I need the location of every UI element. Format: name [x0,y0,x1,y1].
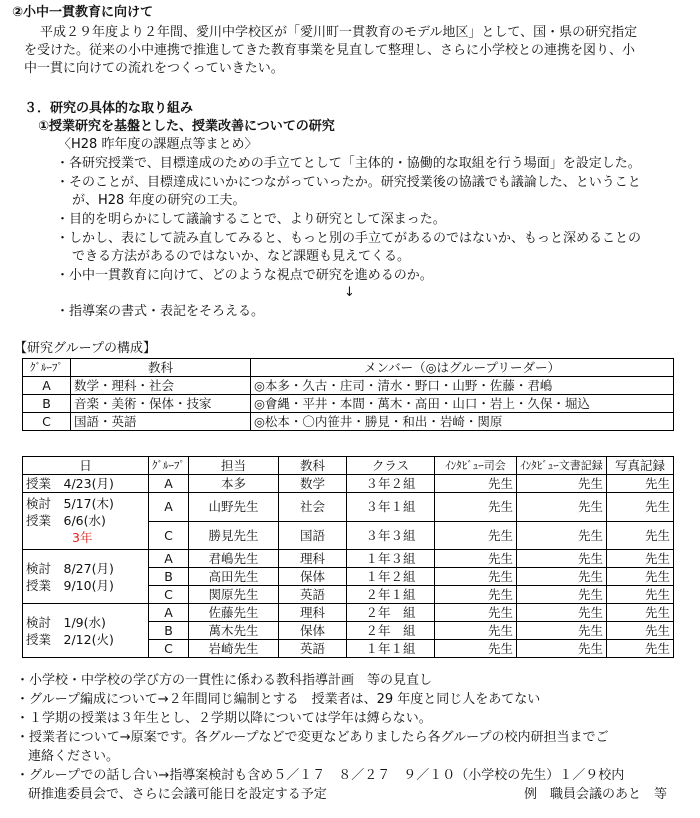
note: ・１学期の授業は３年生とし、２学期以降については学年は縛らない。 [16,711,432,726]
note-continuation: 連絡ください。 [28,749,120,764]
class-cell: ３年３組 [347,521,435,550]
group-id: C [23,413,71,431]
header-interview-record: ｲﾝﾀﾋﾞｭｰ文書記録 [517,457,607,475]
photo-cell: 先生 [607,493,674,522]
interview-host-cell: 先生 [435,604,517,622]
header-teacher: 担当 [189,457,279,475]
class-cell: １年３組 [347,550,435,568]
subject-cell: 保体 [279,622,347,640]
teacher-cell: 萬木先生 [189,622,279,640]
photo-cell: 先生 [607,475,674,493]
subject-cell: 社会 [279,493,347,522]
table-row [23,550,674,568]
note-tail: 例 職員会議のあと 等 [524,787,668,802]
section3-note: 〈H28 昨年度の課題点等まとめ〉 [58,137,258,152]
group-id: A [23,377,71,395]
interview-record-cell: 先生 [517,622,607,640]
lesson-date: 授業 9/10(月) [26,577,114,593]
down-arrow-icon: ↓ [344,285,355,300]
bullet: ・指導案の書式・表記をそろえる。 [56,304,265,319]
group-cell: C [149,521,189,550]
note-continuation: 研推進委員会で、さらに会議可能日を設定する予定 [28,787,327,802]
group-subjects: 国語・英語 [71,413,251,431]
interview-record-cell: 先生 [517,586,607,604]
bullet-continuation: が、H28 年度の研究の工夫。 [72,193,246,208]
group-members: ◎本多・久古・庄司・清水・野口・山野・佐藤・君嶋 [251,377,674,395]
header-interview-host: ｲﾝﾀﾋﾞｭｰ司会 [435,457,517,475]
date-cell: 授業 4/23(月) [23,475,149,493]
bullet: ・そのことが、目標達成にいかにつながっていったか。研究授業後の協議でも議論した、ということ [56,175,641,190]
header-photo: 写真記録 [607,457,674,475]
header-class: クラス [347,457,435,475]
group-cell: A [149,475,189,493]
date-cell [23,604,149,658]
class-cell: ２年１組 [347,586,435,604]
interview-record-cell: 先生 [517,521,607,550]
note: ・グループでの話し合い→指導案検討も含め５／１７ ８／２７ ９／１０（小学校の先生）１／９校内 [16,768,625,783]
section2-para-line1: 平成２９年度より２年間、愛川中学校区が「愛川町一貫教育のモデル地区」として、国・県の研究指定 [40,25,638,40]
group-members: ◎會縄・平井・本間・萬木・高田・山口・岩上・久保・堀込 [251,395,674,413]
table-row [23,413,674,431]
header-group: ｸﾞﾙｰﾌﾟ [23,359,71,377]
groups-table [22,358,674,431]
header-group: ｸﾞﾙｰﾌﾟ [149,457,189,475]
note: ・小学校・中学校の学び方の一貫性に係わる教科指導計画 等の見直し [16,673,433,688]
interview-host-cell: 先生 [435,622,517,640]
interview-record-cell: 先生 [517,550,607,568]
group-cell: B [149,622,189,640]
review-date: 検討 5/17(木) [26,496,114,511]
header-members: メンバー（◎はグループリーダー） [251,359,674,377]
subject-cell: 英語 [279,640,347,658]
teacher-cell: 関原先生 [189,586,279,604]
interview-host-cell: 先生 [435,586,517,604]
photo-cell: 先生 [607,586,674,604]
interview-host-cell: 先生 [435,568,517,586]
class-cell: ３年２組 [347,475,435,493]
note: ・グループ編成について→２年間同じ編制とする 授業者は、29 年度と同じ人をあてない [16,692,541,707]
photo-cell: 先生 [607,604,674,622]
interview-host-cell: 先生 [435,475,517,493]
section2-para-line3: 中一貫に向けての流れをつくっていきたい。 [24,61,284,76]
note: ・授業者について→原案です。各グループなどで変更などありましたら各グループの校内研担当までご [16,730,609,745]
photo-cell: 先生 [607,568,674,586]
interview-record-cell: 先生 [517,475,607,493]
group-cell: A [149,604,189,622]
interview-host-cell: 先生 [435,640,517,658]
section3-heading: ３．研究の具体的な取り組み [24,101,194,116]
group-id: B [23,395,71,413]
lesson-date: 授業 2/12(火) [26,631,114,647]
date-cell [23,550,149,604]
table-row [23,604,674,622]
photo-cell: 先生 [607,622,674,640]
interview-host-cell: 先生 [435,521,517,550]
header-date: 日 [23,457,149,475]
header-subject: 教科 [71,359,251,377]
interview-record-cell: 先生 [517,604,607,622]
photo-cell: 先生 [607,550,674,568]
group-cell: C [149,640,189,658]
group-subjects: 音楽・美術・保体・技家 [71,395,251,413]
teacher-cell: 佐藤先生 [189,604,279,622]
interview-record-cell: 先生 [517,640,607,658]
bullet: ・しかし、表にして読み直してみると、もっと別の手立てがあるのではないか、もっと深めることの [56,231,642,246]
teacher-cell: 高田先生 [189,568,279,586]
subject-cell: 保体 [279,568,347,586]
subject-cell: 理科 [279,604,347,622]
teacher-cell: 本多 [189,475,279,493]
header-subject: 教科 [279,457,347,475]
section3-subheading: ①授業研究を基盤とした、授業改善についての研究 [38,119,335,134]
bullet: ・目的を明らかにして議論することで、より研究として深まった。 [56,212,446,227]
group-cell: A [149,493,189,522]
class-cell: １年２組 [347,568,435,586]
subject-cell: 数学 [279,475,347,493]
group-cell: B [149,568,189,586]
bullet: ・各研究授業で、目標達成のための手立てとして「主体的・協働的な取組を行う場面」を設定した。 [56,156,641,171]
subject-cell: 国語 [279,521,347,550]
section2-para-line2: を受けた。従来の小中連携で推進してきた教育事業を見直して整理し、さらに小学校との連携を図り、小 [24,43,636,58]
photo-cell: 先生 [607,640,674,658]
group-members: ◎松本・〇内笹井・勝見・和出・岩崎・関原 [251,413,674,431]
photo-cell: 先生 [607,521,674,550]
class-cell: ２年 組 [347,622,435,640]
review-date: 検討 8/27(月) [26,560,114,576]
interview-host-cell: 先生 [435,550,517,568]
group-cell: A [149,550,189,568]
table-row [23,395,674,413]
group-cell: C [149,586,189,604]
review-date: 検討 1/9(水) [26,614,106,630]
table-row [23,475,674,493]
subject-cell: 英語 [279,586,347,604]
interview-host-cell: 先生 [435,493,517,522]
table-header-row [23,457,674,475]
date-cell [23,493,149,550]
group-subjects: 数学・理科・社会 [71,377,251,395]
teacher-cell: 勝見先生 [189,521,279,550]
grade-note: 3年 [72,530,93,545]
lesson-date: 授業 6/6(水) [26,513,106,528]
class-cell: ２年 組 [347,604,435,622]
teacher-cell: 君嶋先生 [189,550,279,568]
table-row [23,377,674,395]
bullet-continuation: できる方法があるのではないか、など課題も見えてくる。 [72,249,411,264]
teacher-cell: 山野先生 [189,493,279,522]
groups-title: 【研究グループの構成】 [14,341,156,356]
subject-cell: 理科 [279,550,347,568]
interview-record-cell: 先生 [517,568,607,586]
class-cell: １年１組 [347,640,435,658]
teacher-cell: 岩崎先生 [189,640,279,658]
class-cell: ３年１組 [347,493,435,522]
schedule-table [22,456,674,658]
table-header-row [23,359,674,377]
bullet: ・小中一貫教育に向けて、どのような視点で研究を進めるのか。 [56,268,433,283]
section2-heading: ②小中一貫教育に向けて [12,5,154,20]
table-row [23,493,674,522]
interview-record-cell: 先生 [517,493,607,522]
